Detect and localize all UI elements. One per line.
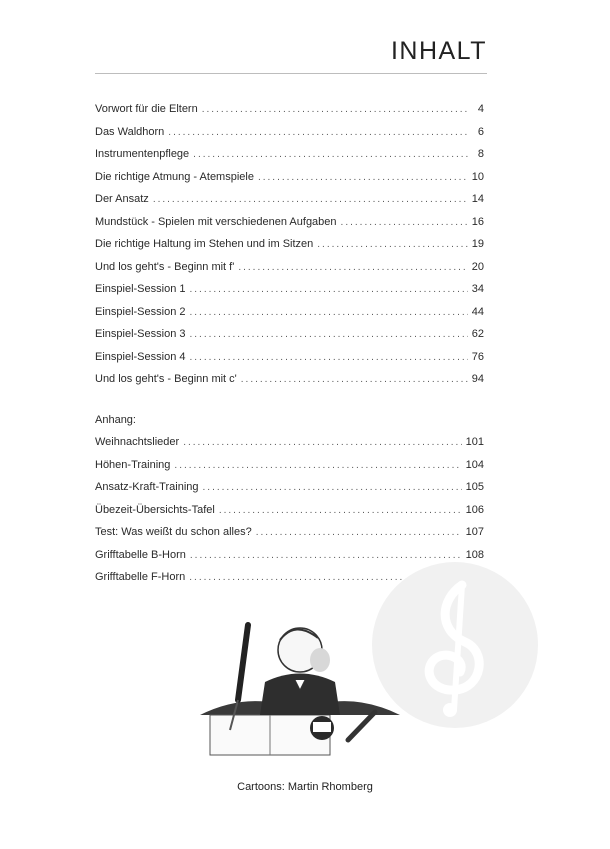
- toc-entry-page-number: 106: [465, 503, 484, 516]
- toc-entry-title: Weihnachtslieder: [95, 436, 180, 448]
- toc-entry-page-number: 16: [471, 215, 484, 228]
- toc-entry-page-number: 20: [471, 260, 484, 273]
- toc-entry: [95, 371, 484, 394]
- toc-dot-leader: [193, 147, 470, 163]
- cartoon-credit: Cartoons: Martin Rhomberg: [237, 781, 373, 793]
- toc-entry: [95, 169, 484, 192]
- toc-entry-title: Die richtige Haltung im Stehen und im Sitzen: [95, 238, 314, 250]
- toc-dot-leader: [190, 282, 468, 298]
- toc-entry-title: Der Ansatz: [95, 193, 149, 205]
- toc-entry: [95, 146, 484, 169]
- toc-entry: [95, 326, 484, 349]
- toc-dot-leader: [174, 458, 461, 474]
- toc-dot-leader: [168, 125, 470, 141]
- toc-entry: [95, 457, 484, 480]
- toc-entry-page-number: 105: [465, 481, 484, 493]
- toc-entry-page-number: 14: [471, 193, 484, 205]
- horn-player-writing-cartoon-icon: [200, 620, 400, 760]
- toc-entry-title: Einspiel-Session 4: [95, 350, 186, 363]
- toc-entry-page-number: 107: [465, 526, 484, 538]
- toc-entry-page-number: 62: [471, 328, 484, 340]
- toc-dot-leader: [241, 372, 468, 388]
- toc-entry-title: Mundstück - Spielen mit verschiedenen Aufgaben: [95, 215, 337, 228]
- toc-dot-leader: [203, 480, 462, 496]
- toc-entry-title: Einspiel-Session 1: [95, 283, 186, 295]
- toc-dot-leader: [190, 350, 468, 366]
- toc-entry: [95, 434, 484, 457]
- toc-dot-leader: [202, 102, 470, 118]
- toc-entry: [95, 214, 484, 237]
- toc-entry-page-number: 44: [471, 305, 484, 318]
- toc-entry: [95, 124, 484, 147]
- toc-entry-page-number: 6: [477, 125, 484, 138]
- toc-entry-title: Vorwort für die Eltern: [95, 103, 198, 115]
- toc-entry-page-number: 94: [471, 373, 484, 385]
- toc-entry: [95, 281, 484, 304]
- toc-entry-title: Das Waldhorn: [95, 125, 165, 138]
- toc-entry-title: Instrumentenpflege: [95, 148, 190, 160]
- toc-entry-title: Grifftabelle B-Horn: [95, 548, 186, 561]
- toc-entry-page-number: 108: [465, 548, 484, 561]
- appendix-label: Anhang:: [95, 414, 136, 426]
- toc-entry-page-number: 104: [465, 458, 484, 471]
- toc-entry-title: Ansatz-Kraft-Training: [95, 481, 199, 493]
- toc-entry-page-number: 19: [471, 238, 484, 250]
- toc-entry: [95, 304, 484, 327]
- toc-entry-title: Übezeit-Übersichts-Tafel: [95, 503, 215, 516]
- toc-dot-leader: [153, 192, 468, 208]
- toc-entry-title: Die richtige Atmung - Atemspiele: [95, 170, 254, 183]
- toc-entry: [95, 101, 484, 124]
- toc-entry: [95, 349, 484, 372]
- toc-dot-leader: [183, 435, 461, 451]
- toc-entry: [95, 524, 484, 547]
- toc-dot-leader: [258, 170, 468, 186]
- toc-dot-leader: [256, 525, 462, 541]
- table-of-contents: [95, 101, 484, 394]
- toc-entry: [95, 502, 484, 525]
- toc-entry-title: Und los geht's - Beginn mit f': [95, 260, 235, 273]
- title-divider: [95, 73, 487, 74]
- toc-entry-title: Und los geht's - Beginn mit c': [95, 373, 237, 385]
- toc-entry: [95, 236, 484, 259]
- toc-entry-page-number: 76: [471, 350, 484, 363]
- page-title: INHALT: [390, 37, 487, 65]
- toc-entry: [95, 479, 484, 502]
- toc-entry-page-number: 10: [471, 170, 484, 183]
- toc-entry: [95, 259, 484, 282]
- toc-entry-title: Einspiel-Session 2: [95, 305, 186, 318]
- toc-entry: [95, 191, 484, 214]
- toc-dot-leader: [341, 215, 468, 231]
- toc-entry-title: Grifftabelle F-Horn: [95, 571, 186, 583]
- toc-entry-page-number: 8: [477, 148, 484, 160]
- toc-entry-title: Höhen-Training: [95, 458, 171, 471]
- toc-dot-leader: [219, 503, 462, 519]
- toc-dot-leader: [190, 327, 468, 343]
- toc-entry-title: Einspiel-Session 3: [95, 328, 186, 340]
- toc-entry-page-number: 4: [477, 103, 484, 115]
- toc-dot-leader: [238, 260, 467, 276]
- toc-dot-leader: [317, 237, 467, 253]
- toc-dot-leader: [190, 305, 468, 321]
- toc-entry-page-number: 34: [471, 283, 484, 295]
- toc-entry-title: Test: Was weißt du schon alles?: [95, 526, 252, 538]
- toc-entry-page-number: 101: [465, 436, 484, 448]
